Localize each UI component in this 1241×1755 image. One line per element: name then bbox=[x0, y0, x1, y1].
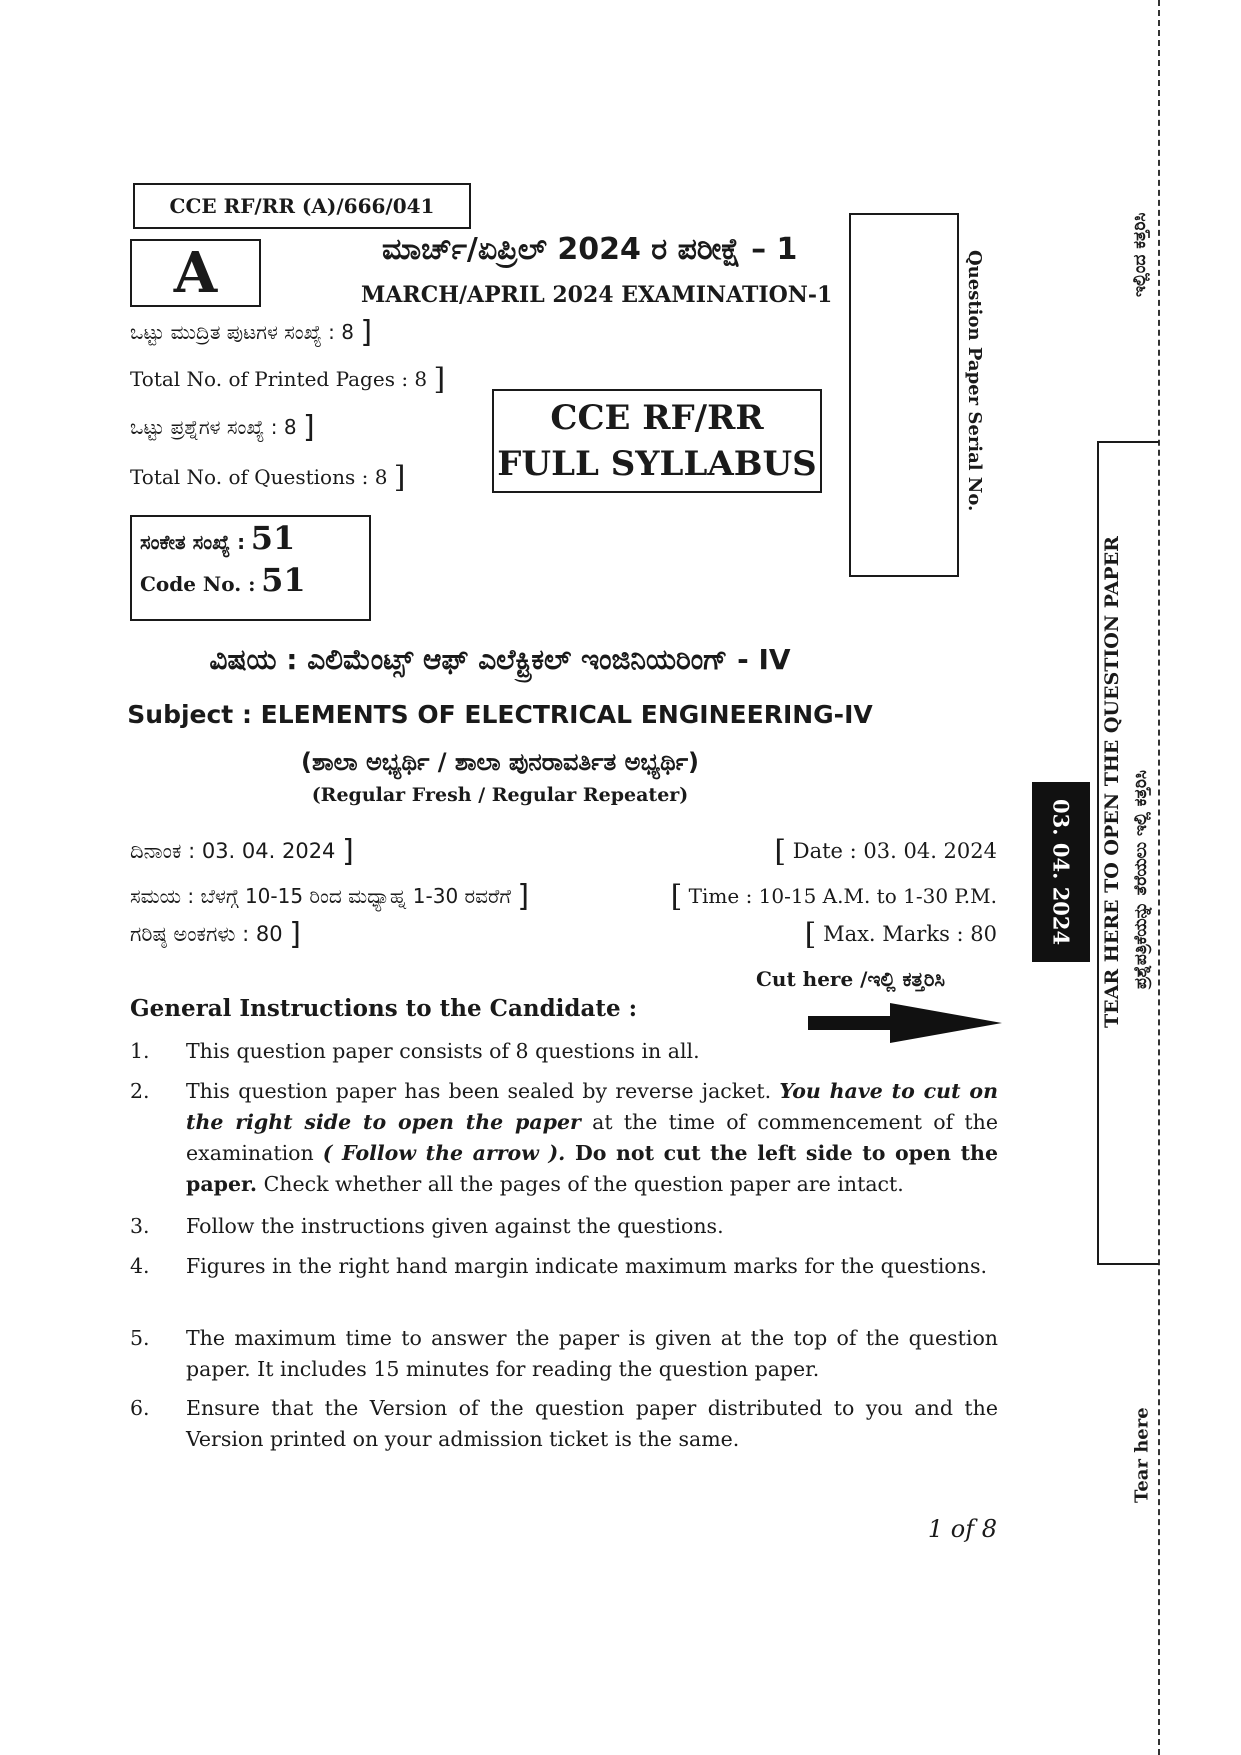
serial-number-label: Question Paper Serial No. bbox=[964, 250, 985, 512]
time-kannada: ಸಮಯ : ಬೆಳಗ್ಗೆ 10-15 ರಿಂದ ಮಧ್ಯಾಹ್ನ 1-30 ರವರೆಗೆ ] bbox=[130, 879, 530, 914]
version-letter-box: A bbox=[130, 239, 261, 307]
total-questions-english: Total No. of Questions : 8 ] bbox=[130, 460, 406, 495]
time-english: [ Time : 10-15 A.M. to 1-30 P.M. bbox=[670, 879, 997, 914]
exam-title-english: MARCH/APRIL 2024 EXAMINATION-1 bbox=[361, 282, 833, 308]
printed-pages-kannada: ಒಟ್ಟು ಮುದ್ರಿತ ಪುಟಗಳ ಸಂಖ್ಯೆ : 8 ] bbox=[130, 315, 373, 350]
printed-pages-english: Total No. of Printed Pages : 8 ] bbox=[130, 362, 446, 397]
total-questions-kannada: ಒಟ್ಟು ಪ್ರಶ್ನೆಗಳ ಸಂಖ್ಯೆ : 8 ] bbox=[130, 410, 315, 445]
tear-instruction-kannada: ಪ್ರಶ್ನೆಪತ್ರಿಕೆಯನ್ನು ತೆರೆಯಲು ಇಲ್ಲಿ ಕತ್ತರಿಸಿ bbox=[1131, 770, 1151, 990]
date-band: 03. 04. 2024 bbox=[1032, 782, 1090, 962]
instruction-item: 6. Ensure that the Version of the question paper distributed to you and the Version printed on your admission ticket is the same. bbox=[130, 1396, 998, 1451]
tear-label-kannada-top: ಇಲ್ಲಿಂದ ಕತ್ತರಿಸಿ bbox=[1130, 212, 1150, 298]
instruction-item: 1. This question paper consists of 8 questions in all. bbox=[130, 1039, 700, 1063]
paper-code-reference: CCE RF/RR (A)/666/041 bbox=[133, 183, 471, 229]
code-number-kannada: ಸಂಕೇತ ಸಂಖ್ಯೆ : 51 bbox=[140, 519, 296, 557]
tear-instruction-english: TEAR HERE TO OPEN THE QUESTION PAPER bbox=[1101, 536, 1123, 1029]
exam-title-kannada: ಮಾರ್ಚ್/ಏಪ್ರಿಲ್ 2024 ರ ಪರೀಕ್ಷೆ – 1 bbox=[382, 232, 798, 267]
instruction-item: 4. Figures in the right hand margin indicate maximum marks for the questions. bbox=[130, 1254, 988, 1278]
instruction-item: 5. The maximum time to answer the paper is given at the top of the question paper. It includes 15 minutes for reading the question paper. bbox=[130, 1326, 998, 1381]
candidate-category-kannada: (ಶಾಲಾ ಅಭ್ಯರ್ಥಿ / ಶಾಲಾ ಪುನರಾವರ್ತಿತ ಅಭ್ಯರ್ಥಿ) bbox=[300, 748, 699, 776]
subject-english: Subject : ELEMENTS OF ELECTRICAL ENGINEERING-IV bbox=[127, 700, 873, 729]
max-marks-english: [ Max. Marks : 80 bbox=[804, 917, 997, 952]
page-number: 1 of 8 bbox=[927, 1515, 997, 1543]
instruction-item: 2. This question paper has been sealed by reverse jacket. You have to cut on the right side to open the paper at the time of commencement of the examination ( Follow the arrow ). Do not cut the left side to open the paper. Check whether all the pages of the question paper are intact. bbox=[130, 1079, 998, 1196]
tear-here-label: Tear here bbox=[1131, 1407, 1153, 1503]
max-marks-kannada: ಗರಿಷ್ಠ ಅಂಕಗಳು : 80 ] bbox=[130, 917, 301, 952]
cut-here-label: Cut here /ಇಲ್ಲಿ ಕತ್ತರಿಸಿ bbox=[756, 967, 946, 991]
instructions-heading: General Instructions to the Candidate : bbox=[130, 995, 638, 1022]
syllabus-line-1: CCE RF/RR bbox=[550, 398, 764, 438]
subject-kannada: ವಿಷಯ : ಎಲಿಮೆಂಟ್ಸ್ ಆಫ್ ಎಲೆಕ್ಟ್ರಿಕಲ್ ಇಂಜಿನಿಯರಿಂಗ್ - IV bbox=[209, 643, 791, 676]
instruction-item: 3. Follow the instructions given against the questions. bbox=[130, 1214, 724, 1238]
code-number-box bbox=[130, 515, 371, 621]
syllabus-line-2: FULL SYLLABUS bbox=[497, 444, 817, 484]
syllabus-box bbox=[492, 389, 822, 493]
candidate-category-english: (Regular Fresh / Regular Repeater) bbox=[311, 784, 689, 806]
serial-number-box bbox=[849, 213, 959, 577]
code-number-english: Code No. : 51 bbox=[140, 561, 306, 599]
date-kannada: ದಿನಾಂಕ : 03. 04. 2024 ] bbox=[130, 834, 354, 869]
date-english: [ Date : 03. 04. 2024 bbox=[774, 834, 997, 869]
